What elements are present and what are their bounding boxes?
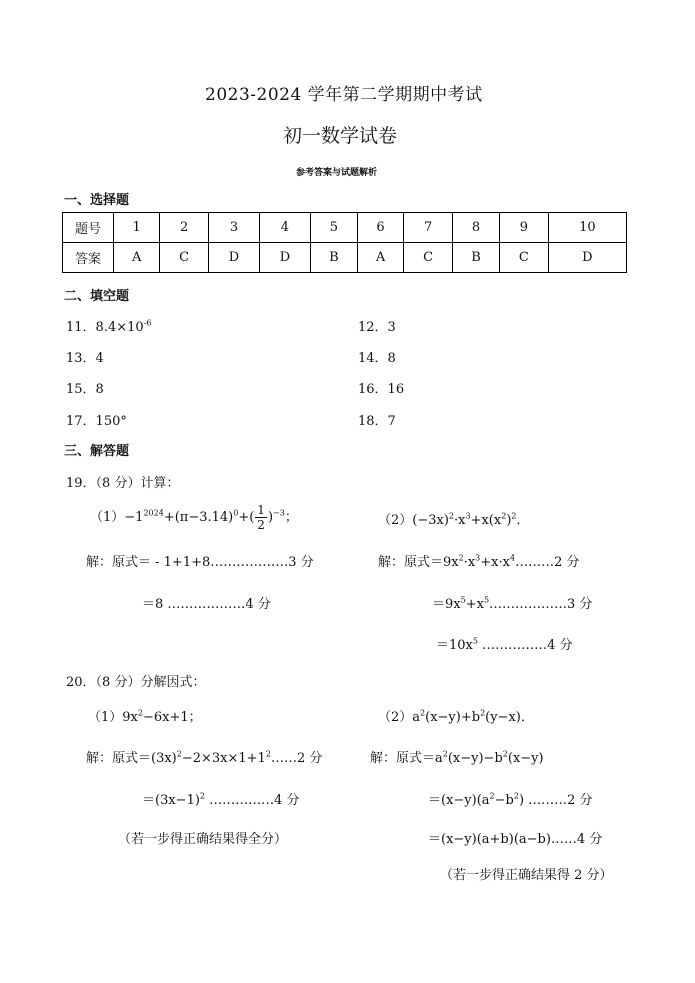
question-number: 9 <box>500 213 549 243</box>
exponent: 2 <box>265 749 271 759</box>
answer-cell: D <box>548 243 626 273</box>
q20-title: 20．（8 分）分解因式： <box>66 675 206 690</box>
fraction-numerator: 1 <box>257 503 265 517</box>
question-number: 5 <box>310 213 357 243</box>
exponent: 5 <box>472 636 478 646</box>
section-heading-solve: 三、解答题 <box>64 444 130 459</box>
expr: (−3x) <box>412 513 449 528</box>
answer-cell: B <box>310 243 357 273</box>
answer-11-exponent: -6 <box>143 318 152 328</box>
answer-17: 17．150° <box>66 414 127 429</box>
q19-part2-step2 <box>432 593 592 612</box>
question-number: 3 <box>209 213 260 243</box>
expr: (x−y)−b <box>447 751 503 766</box>
expr: +( <box>238 510 255 525</box>
question-number: 10 <box>548 213 626 243</box>
answer-cell: C <box>500 243 549 273</box>
expr: −6x+1； <box>142 710 202 725</box>
question-number: 1 <box>114 213 160 243</box>
expr: ＝(3x−1) <box>142 793 200 808</box>
exponent: 2 <box>137 708 143 718</box>
fraction-denominator: 2 <box>257 518 265 532</box>
exponent: 2 <box>458 553 464 563</box>
question-number: 6 <box>357 213 403 243</box>
exponent: 2 <box>501 511 507 521</box>
q20-part1-step1 <box>86 747 322 766</box>
expr: ； <box>284 510 298 525</box>
section-heading-choice: 一、选择题 <box>64 193 130 208</box>
q19-part2-step1 <box>378 551 579 570</box>
answer-13: 13．4 <box>66 351 104 366</box>
row-label-answer: 答案 <box>63 243 114 273</box>
expr: ＝9x <box>432 597 461 612</box>
exponent: 2 <box>489 791 495 801</box>
expr: 解：原式＝(3x) <box>86 751 177 766</box>
q20-part2-note: （若一步得正确结果得 2 分） <box>440 868 613 883</box>
expr: 解：原式＝a <box>370 751 443 766</box>
expr: ． <box>516 513 530 528</box>
expr: +x·x <box>480 555 510 570</box>
q20-part1-step2 <box>142 789 300 808</box>
expr: 9x <box>122 710 138 725</box>
exponent: 3 <box>475 553 481 563</box>
expr: +(π−3.14) <box>163 510 234 525</box>
exponent: 2 <box>448 511 455 521</box>
answer-12: 12．3 <box>358 320 396 335</box>
exponent: 2 <box>442 749 448 759</box>
answer-14: 14．8 <box>358 351 396 366</box>
exponent: 2024 <box>143 508 164 518</box>
answer-cell: A <box>114 243 160 273</box>
expr: +x(x <box>470 513 502 528</box>
expr: ·x <box>463 555 476 570</box>
question-number: 2 <box>160 213 209 243</box>
part-label: （2） <box>378 513 413 528</box>
answer-cell: C <box>160 243 209 273</box>
answer-15: 15．8 <box>66 382 104 397</box>
answer-cell: B <box>452 243 499 273</box>
expr: −1 <box>124 510 144 525</box>
part-label: （1） <box>88 710 123 725</box>
question-number: 8 <box>452 213 499 243</box>
expr: −b <box>494 793 514 808</box>
exponent: −3 <box>273 508 285 518</box>
q19-part1-problem <box>90 503 298 532</box>
exponent: 2 <box>176 749 182 759</box>
exponent: 3 <box>465 511 471 521</box>
expr: −2×3x×1+1 <box>181 751 266 766</box>
answer-cell: A <box>357 243 403 273</box>
answer-16: 16．16 <box>358 382 405 397</box>
expr: (x−y)+b <box>425 710 481 725</box>
expr: ＝10x <box>436 638 473 653</box>
q19-part2-step3 <box>436 634 573 653</box>
expr: ＝(x−y)(a <box>428 793 490 808</box>
exponent: 2 <box>480 708 486 718</box>
q19-part1-step1: 解：原式＝ - 1+1+8………………3 分 <box>86 555 314 570</box>
q20-part2-problem <box>378 706 534 725</box>
answer-key-subtitle: 参考答案与试题解析 <box>296 168 378 178</box>
paper-subject: 初一数学试卷 <box>283 125 398 147</box>
expr: 解：原式＝9x <box>378 555 459 570</box>
answer-cell: D <box>209 243 260 273</box>
answer-cell: C <box>404 243 453 273</box>
q20-part1-problem <box>88 706 202 725</box>
expr: +x <box>465 597 484 612</box>
exponent: 2 <box>502 749 508 759</box>
answer-table <box>62 212 627 273</box>
q20-part2-step2 <box>428 789 593 808</box>
exam-title: 2023-2024 学年第二学期期中考试 <box>205 85 483 105</box>
score-note: ……………4 分 <box>477 638 573 653</box>
fraction <box>255 503 267 532</box>
q20-part2-step3: ＝(x−y)(a+b)(a−b)……4 分 <box>428 832 603 847</box>
exponent: 2 <box>199 791 206 801</box>
exponent: 0 <box>233 508 239 518</box>
row-label-number: 题号 <box>63 213 114 243</box>
expr: ) <box>267 510 274 525</box>
q19-part1-step2: ＝8 ………………4 分 <box>142 597 271 612</box>
expr: a <box>412 710 421 725</box>
part-label: （2） <box>378 710 413 725</box>
table-row-answers <box>63 243 627 273</box>
section-heading-fill: 二、填空题 <box>64 289 130 304</box>
expr: ) <box>506 513 512 528</box>
q19-part2-problem <box>378 509 530 528</box>
answer-11-base: 11．8.4×10 <box>66 320 144 335</box>
answer-11 <box>66 316 151 335</box>
score-note: ……2 分 <box>270 751 323 766</box>
score-note: ……………4 分 <box>205 793 300 808</box>
expr: (y−x)． <box>485 710 534 725</box>
score-note: ) ………2 分 <box>518 793 593 808</box>
table-row-numbers <box>63 213 627 243</box>
exponent: 5 <box>460 595 466 605</box>
part-label: （1） <box>90 510 125 525</box>
expr: (x−y) <box>507 751 544 766</box>
exponent: 2 <box>513 791 519 801</box>
score-note: ………………3 分 <box>489 597 593 612</box>
exponent: 2 <box>420 708 426 718</box>
q20-part1-note: （若一步得正确结果得全分） <box>118 832 288 847</box>
question-number: 7 <box>404 213 453 243</box>
q20-part2-step1 <box>370 747 544 766</box>
score-note: ………2 分 <box>515 555 580 570</box>
expr: ·x <box>454 513 466 528</box>
exponent: 4 <box>509 553 516 563</box>
q19-title: 19．（8 分）计算： <box>66 476 180 491</box>
answer-cell: D <box>259 243 310 273</box>
exponent: 5 <box>483 595 490 605</box>
exponent: 2 <box>511 511 517 521</box>
answer-18: 18．7 <box>358 414 396 429</box>
question-number: 4 <box>259 213 310 243</box>
